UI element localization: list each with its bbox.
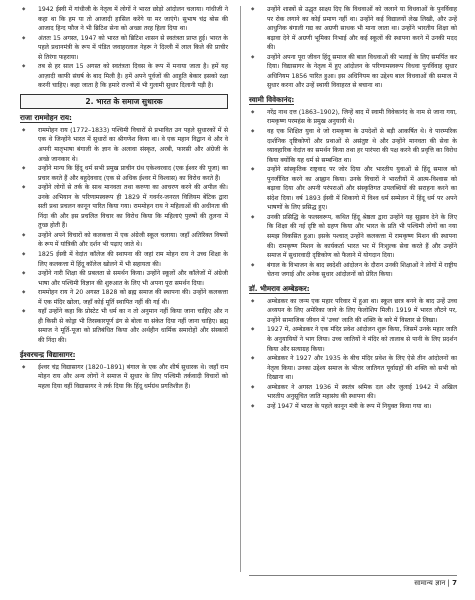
- list-item: ◆ अम्बेडकर ने 1927 और 1935 के बीच मंदिर प्रवेश के लिए ऐसे तीन आंदोलनों का नेतृत्व किया। उनका उद्देश्य समाज के भीतर जातिगत पूर्वाग्रहों की शक्ति को सभी को दिखाना था।: [249, 354, 457, 383]
- list-item: ◆ ईश्वर चंद्र विद्यासागर (1820–1891) बंगाल के एक और शीर्ष सुधारक थे। जहाँ राम मोहन राय और अन्य लोगों ने समाज में सुधार के लिए पश्चिमी तर्कवादी विचारों को महत्व दिया वहीं विद्यासागर ने तर्क दिया कि हिंदू धर्मग्रंथ प्रगतिशील हैं।: [20, 363, 228, 392]
- subheading-text: राजा राममोहन राय:: [20, 112, 72, 122]
- subheading-text: डॉ. भीमराव अम्बेडकर:: [249, 283, 310, 293]
- list-item: ◆ 1825 ईस्वी में वेदांत कॉलेज की स्थापना की जहां राम मोहन राय ने उच्च शिक्षा के लिए कलकत्ता में हिंदू कॉलेज खोलने में भी सहायता की।: [20, 250, 228, 269]
- list-item: ◆ 1942 ईस्वी में गांधीजी के नेतृत्व में लोगों ने भारत छोड़ो आंदोलन चलाया। गांधीजी ने कहा था कि हम या तो आजादी हासिल करेंगे या मर जाएंगे। सुभाष चंद्र बोस की आजाद हिन्द फौज ने भी ब्रिटिश सेना को अच्छा तरह हिला दिया था।: [20, 5, 228, 34]
- subheading-text: स्वामी विवेकानंद:: [249, 94, 295, 104]
- vivekananda-list: [249, 108, 457, 280]
- list-item: ◆ नरेंद्र नाथ दत्त (1863–1902), जिन्हें बाद में स्वामी विवेकानंद के नाम से जाना गया, रामकृष्ण परमहंस के प्रमुख अनुयायी थे।: [249, 108, 457, 127]
- section-title: 2. भारत के समाज सुधारक: [20, 94, 228, 109]
- list-item: ◆ अंततः 15 अगस्त, 1947 को भारत को ब्रिटिश शासन से स्वतंत्रता प्राप्त हुई। भारत के पहले प्रधानमंत्री के रूप में पंडित जवाहरलाल नेहरू ने दिल्ली में लाल किले की प्राचीर से तिरंगा फहराया।: [20, 34, 228, 63]
- subheading-ram-mohan: [20, 113, 228, 123]
- list-item: ◆ उन्होंने शास्त्रों से उद्धृत साक्ष्य दिए कि विधवाओं को जलाने या विधवाओं के पुनर्विवाह पर रोक लगाने का कोई प्रमाण नहीं था। उन्होंने कई विद्यालयों लेख लिखी, और उन्हें आधुनिक बंगाली गद्य का अग्रणी साधक भी माना जाता था। उन्होंने भारतीय शिक्षा को बढ़ावा देने में अग्रणी भूमिका निभाई और कई स्कूलों की स्थापना करने में उनकी मदद की।: [249, 5, 457, 53]
- subheading-vivekananda: [249, 95, 457, 105]
- left-column: [20, 5, 228, 391]
- subheading-ishwar: [20, 350, 228, 360]
- left-top-list: [20, 5, 228, 91]
- list-item: ◆ उन्होंने मान्य कि हिंदू धर्म सभी प्रमुख प्राचीन ग्रंथ एकेश्वरवाद (एक ईश्वर की पूजा) का प्रचार करते हैं और बहुदेववाद (एक से अधिक ईश्वर में विश्वास) का विरोध करते हैं।: [20, 164, 228, 183]
- list-item: ◆ वह एक शिक्षित युवा थे जो रामकृष्ण के उपदेशों से बड़ी आकर्षित थे। वे पारम्परिक दार्शनिक दृष्टिकोणों और प्रथाओं से असंतुष्ट थे और उन्होंने मानवता की सेवा के व्यावहारिक वेदांत का समर्थन किया तथा हर पारंपरा की पक्ष करने की प्रवृत्ति का विरोध किया क्योंकि यह धर्म से सम्बन्धित था।: [249, 127, 457, 165]
- list-item: ◆ 1927 में, अम्बेडकर ने एक मंदिर प्रवेश आंदोलन शुरू किया, जिसमें उनके महार जाति के अनुयायियों ने भाग लिया। उच्च जातियों ने मंदिर को तालाब से पानी के लिए प्रदर्शन किया और सत्याग्रह किया।: [249, 325, 457, 354]
- list-item: ◆ उन्होंने नारी शिक्षा की प्रबलता से समर्थन किया। उन्होंने स्कूलों और कॉलेजों में अंग्रेजी भाषा और पश्चिमी विज्ञान की शुरुआत के लिए भी अपना पूरा समर्थन दिया।: [20, 269, 228, 288]
- ambedkar-list: [249, 297, 457, 412]
- list-item: ◆ उन्होंने अपने विचारों को कलकत्ता में एक अंग्रेजी स्कूल चलाया। जहाँ अतिरिक्त विषयों के रूप में यांत्रिकी और दर्शन भी पढ़ाए जाते थे।: [20, 231, 228, 250]
- list-item: ◆ उन्होंने अपना पूरा जीवन हिंदू समाज की बाल विधवाओं की भलाई के लिए समर्पित कर दिया। विद्यासागर के नेतृत्व में हुए आंदोलन के परिणामस्वरूप विधवा पुनर्विवाह सुधार अधिनियम 1856 पारित हुआ। इस अधिनियम का उद्देश्य बाल विधवाओं की समाज में सुधार करना और उन्हें स्थायी विवाहरत से बचाना था।: [249, 53, 457, 91]
- list-item: ◆ तब से हर साल 15 अगस्त को स्वतंत्रता दिवस के रूप में मनाया जाता है। हमें यह आज़ादी काफी संघर्ष के बाद मिली है। हमें अपने पूर्वजों की आहुति बेकार इसको रक्षा करनी चाहिए। कहा जाता है कि हमारे राज्यों में भी गुलामी सुधार दिलानी पड़ी है।: [20, 62, 228, 91]
- list-item: ◆ उन्होंने लोगों से तर्क के साथ मानवता तथा करुणा का आचरण करने की अपील की। उनके अभियान के परिणामस्वरूप ही 1829 में गवर्नर-जनरल विलियम बेंटिक द्वारा सती प्रथा प्रचलन कानून पारित किया गया। राममोहन राय ने महिलाओं की अधीनता की निंदा की और इस प्रचलित विचार का विरोध किया कि महिलाएं पुरुषों की तुलना में तुच्छ होती हैं।: [20, 183, 228, 231]
- ram-mohan-list: [20, 126, 228, 346]
- list-item: ◆ यहाँ उन्होंने कहा कि प्रोस्टेट भी धर्म का न तो अनुमान नहीं किया जाना चाहिए और न ही किसी से कोड्रा भी तिरस्कारपूर्ण ढंग से बोला या संकेत दिया नहीं जाना चाहिए। ब्रह्म समाज ने मूर्ति-पूजा को प्रतिबंधित किया और अर्थहीन धार्मिक समारोहों और संस्कारों की निंदा की।: [20, 307, 228, 345]
- list-item: ◆ राममोहन राय (1772–1833) पश्चिमी विचारों से प्रभावित उन पहले सुधारकों में से एक थे जिन्होंने भारत में सुधारों का श्रीगणेश किया था। वे एक महान विद्वान थे और वे अपनी मातृभाषा बंगाली के ज्ञान के अलावा संस्कृत, अरबी, फारसी और अंग्रेजी के अच्छे जानकार थे।: [20, 126, 228, 164]
- right-top-list: [249, 5, 457, 91]
- subheading-ambedkar: [249, 284, 457, 294]
- list-item: ◆ बंगाल के विभाजन के बाद स्वदेशी आंदोलन के दौरान उनकी शिक्षाओं ने लोगों में राष्ट्रीय चेतना जगाई और अनेक सुधार आंदोलनों को प्रेरित किया।: [249, 261, 457, 280]
- footer-label: सामान्य ज्ञान: [414, 579, 446, 587]
- list-item: ◆ राममोहन राय ने 20 अगस्त 1828 को ब्रह्म समाज की स्थापना की। उन्होंने कलकत्ता में एक मंदिर खोला, जहाँ कोई मूर्ति स्थापित नहीं की गई थी।: [20, 288, 228, 307]
- column-divider: [240, 6, 241, 572]
- ishwar-list: [20, 363, 228, 392]
- page-number: 7: [452, 579, 457, 587]
- list-item: ◆ अम्बेडकर का जन्म एक महार परिवार में हुआ था। स्कूल छात्र बनने के बाद उन्हें उच्च अध्ययन के लिए अमेरिका जाने के लिए फेलोशिप मिली। 1919 में भारत लौटने पर, उन्होंने सामाजिक जीवन में 'उच्च' जाति की शक्ति के बारे में विस्तार से लिखा।: [249, 297, 457, 326]
- subheading-text: ईश्वरचन्द्र विद्यासागर:: [20, 349, 76, 359]
- list-item: ◆ अम्बेडकर ने अगस्त 1936 में स्वतंत्र श्रमिक दल और जुलाई 1942 में अखिल भारतीय अनुसूचित जाति महासंघ की स्थापना की।: [249, 383, 457, 402]
- list-item: ◆ उन्हें 1947 में भारत के पहले कानून मंत्री के रूप में नियुक्त किया गया था।: [249, 402, 457, 412]
- list-item: ◆ उन्होंने सांस्कृतिक राष्ट्रवाद पर जोर दिया और भारतीय युवाओं से हिंदू समाज को पुनर्जीवित करने का आह्वान किया। उनके विचारों ने भारतीयों में आत्म-विश्वास को बढ़ावा दिया और अपनी परंपराओं और संस्कृतिगत उपलब्धियों की सराहना करने का संदेश दिया। वर्ष 1893 ईस्वी में शिकागो में विश्व धर्म सम्मेलन में हिंदू धर्म पर अपने भाषणों के लिए प्रसिद्ध हुए।: [249, 165, 457, 213]
- list-item: ◆ उनकी प्रसिद्धि के फलस्वरूप, कथित हिंदू श्रेष्ठता द्वारा उन्होंने यह सुझाव देने के लिए कि शिक्षा की नई दृष्टि को ग्रहण किया और भारत के प्रति भी पश्चिमी लोगों का नया समझ विकसित हुआ। इसके पश्चात् उन्होंने कलकत्ता में रामकृष्ण मिशन की स्थापना की। रामकृष्ण मिशन के कार्यकर्ता भारत भर में निःशुल्क सेवा करते हैं और उन्होंने समाज में सुधारवादी दृष्टिकोण को फैलाने में योगदान दिया।: [249, 213, 457, 261]
- right-column: [249, 5, 457, 411]
- footer-separator: |: [447, 579, 450, 587]
- page-footer: [249, 575, 457, 590]
